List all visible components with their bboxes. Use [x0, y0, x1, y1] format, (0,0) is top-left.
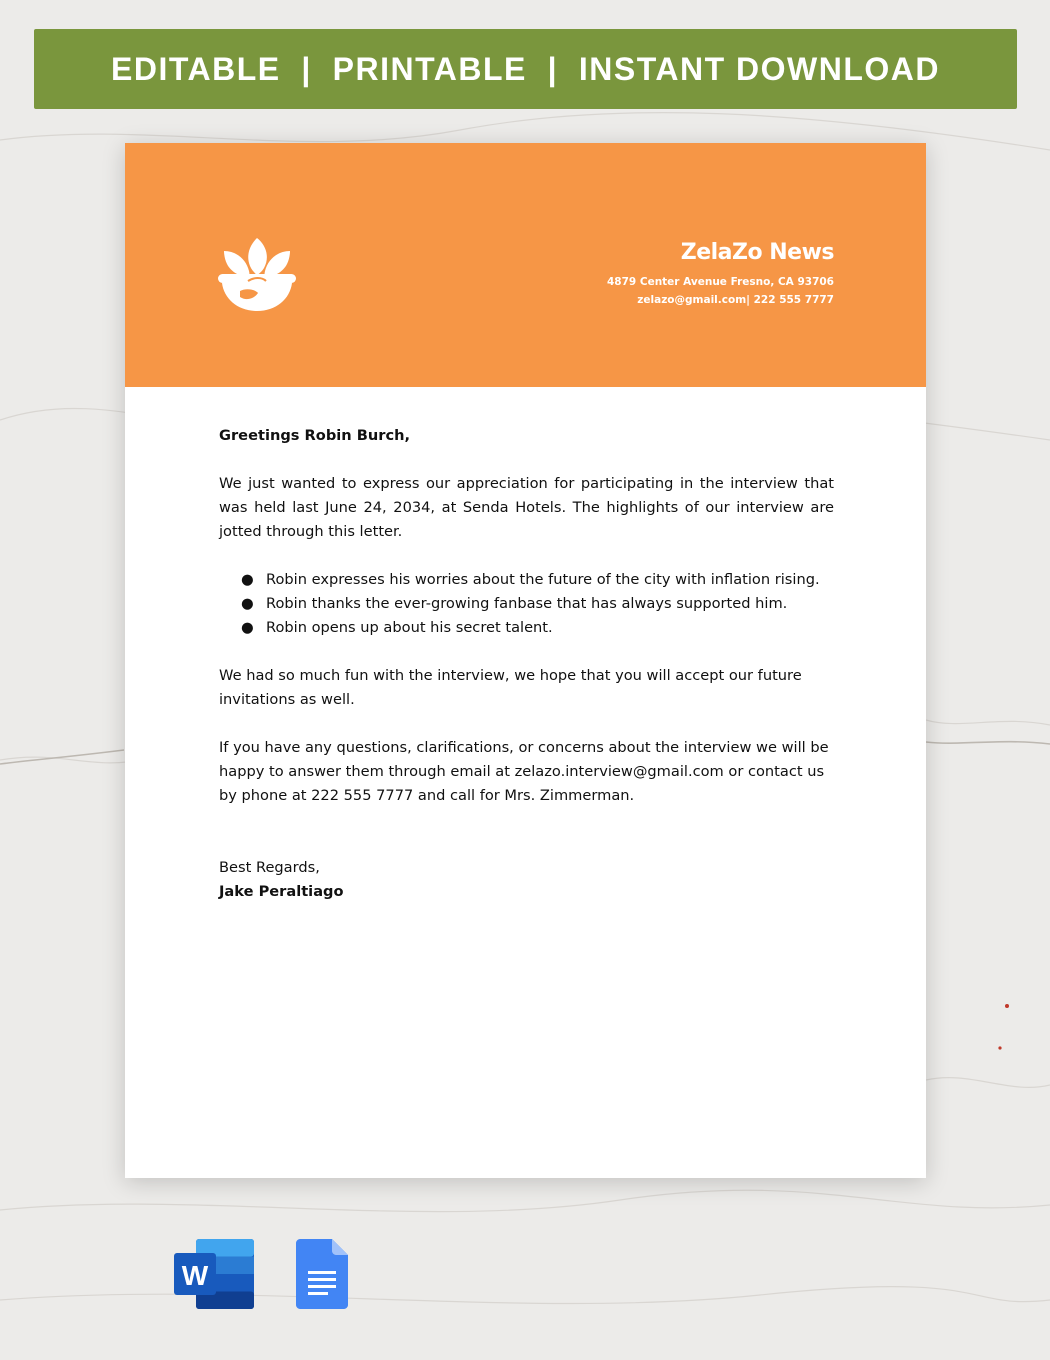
list-item: [219, 568, 834, 592]
word-icon: [174, 1239, 254, 1309]
highlight-text: Robin expresses his worries about the future of the city with inflation rising.: [266, 571, 820, 588]
bullet-icon: ●: [241, 619, 254, 636]
intro-paragraph: We just wanted to express our appreciation for participating in the interview that was held last June 24, 2034, at Senda Hotels. The highlights of our interview are jotted through this letter.: [219, 475, 834, 540]
letter-page: [125, 143, 926, 1178]
highlight-text: Robin opens up about his secret talent.: [266, 619, 553, 636]
letterhead: [125, 143, 926, 387]
highlights-list: [219, 568, 834, 640]
leaf-bowl-icon: [218, 235, 296, 313]
bullet-icon: ●: [241, 571, 254, 588]
list-item: [219, 592, 834, 616]
paragraph-2: We had so much fun with the interview, we hope that you will accept our future invitations as well.: [219, 667, 802, 708]
google-docs-icon: [296, 1239, 348, 1309]
company-name: ZelaZo News: [680, 240, 834, 265]
letter-body: [219, 424, 834, 904]
letter-greeting: Greetings Robin Burch,: [219, 427, 411, 444]
bullet-icon: ●: [241, 595, 254, 612]
company-address: 4879 Center Avenue Fresno, CA 93706: [606, 276, 834, 288]
company-contact: zelazo@gmail.com| 222 555 7777: [637, 294, 834, 306]
closing-line: Best Regards,: [219, 859, 320, 876]
signer-name: Jake Peraltiago: [219, 883, 344, 900]
company-info: [607, 239, 834, 309]
top-banner: [34, 29, 1017, 109]
list-item: [219, 616, 834, 640]
word-icon-letter: W: [181, 1260, 209, 1291]
paragraph-3: If you have any questions, clarifications, or concerns about the interview we will be happy to answer them through email at zelazo.interview@gmail.com or contact us by phone at 222 555 7777 and call for Mrs. Zimmerman.: [219, 739, 829, 804]
highlight-text: Robin thanks the ever-growing fanbase that has always supported him.: [266, 595, 788, 612]
banner-text: EDITABLE | PRINTABLE | INSTANT DOWNLOAD: [110, 50, 941, 87]
